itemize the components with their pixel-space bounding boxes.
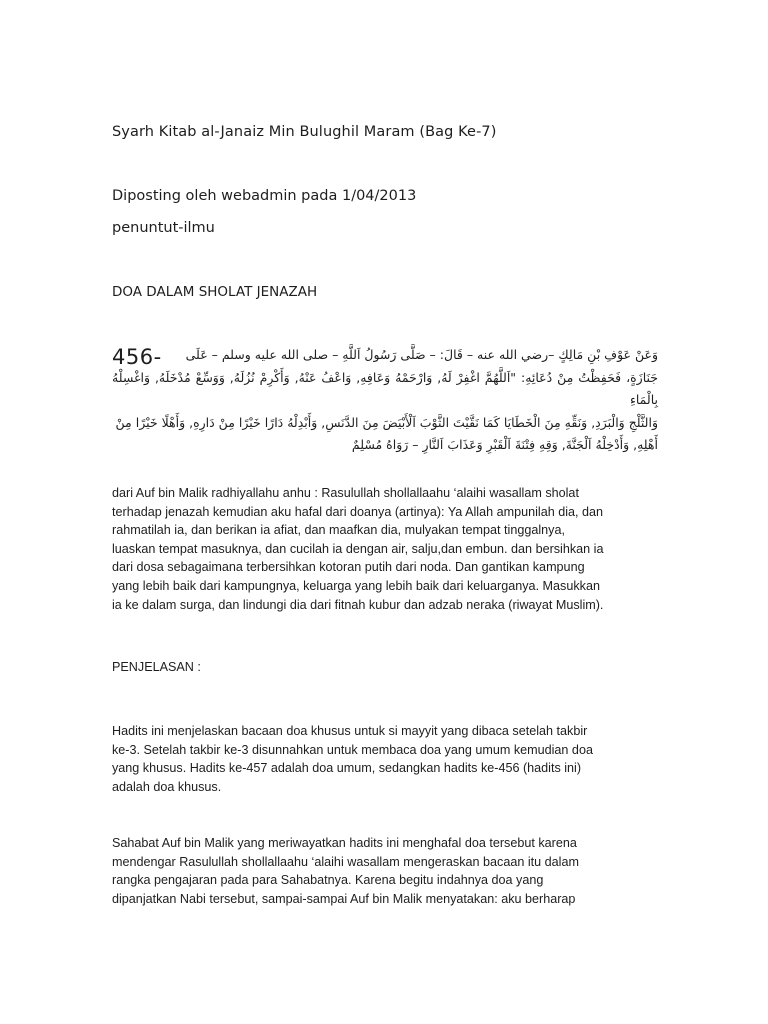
- section-heading: DOA DALAM SHOLAT JENAZAH: [112, 284, 318, 300]
- translation-line: yang lebih baik dari kampungnya, keluarga yang lebih baik dari keluarganya. Masukkan: [112, 578, 600, 593]
- arabic-hadith-text: [112, 344, 658, 457]
- translation-line: dari dosa sebagaimana terbersihkan kotoran putih dari noda. Dan gantikan kampung: [112, 560, 585, 575]
- explanation-line: Sahabat Auf bin Malik yang meriwayatkan hadits ini menghafal doa tersebut karena: [112, 836, 577, 850]
- translation-line: luaskan tempat masuknya, dan cucilah ia dengan air, salju,dan embun. dan bersihkan ia: [112, 541, 604, 556]
- explanation-paragraph-1: [112, 722, 660, 796]
- translation-line: terhadap jenazah kemudian aku hafal dari doanya (artinya): Ya Allah ampunilah dia, dan: [112, 504, 604, 519]
- explanation-line: ke-3. Setelah takbir ke-3 disunnahkan untuk membaca doa yang umum kemudian doa: [112, 742, 593, 757]
- explanation-line: dipanjatkan Nabi tersebut, sampai-sampai Auf bin Malik menyatakan: aku berharap: [112, 891, 576, 906]
- explanation-line: mendengar Rasulullah shollallaahu ‘alaihi wasallam mengeraskan bacaan itu dalam: [112, 854, 579, 869]
- explanation-paragraph-2: [112, 834, 660, 908]
- translation-line: ia ke dalam surga, dan lindungi dia dari fitnah kubur dan adzab neraka (riwayat Muslim).: [112, 597, 604, 612]
- translation-line: rahmatilah ia, dan berikan ia afiat, dan maafkan dia, mulyakan tempat tinggalnya,: [112, 523, 565, 538]
- explanation-line: yang khusus. Hadits ke-457 adalah doa umum, sedangkan hadits ke-456 (hadits ini): [112, 761, 582, 776]
- arabic-line: جَنَازَةٍ، فَحَفِظْتُ مِنْ دُعَائِهِ: "اَللَّهُمَّ اغْفِرْ لَهُ, وَارْحَمْهُ وَعَافِهِ, وَاعْفُ عَنْهُ, وَأَكْرِمْ نُزُلَهُ, وَوَسِّعْ مُدْخَلَهُ, وَاغْسِلْهُ بِالْمَاءِ: [112, 369, 658, 407]
- post-info: Diposting oleh webadmin pada 1/04/2013: [112, 188, 417, 204]
- explanation-line: Hadits ini menjelaskan bacaan doa khusus untuk si mayyit yang dibaca setelah takbir: [112, 724, 588, 738]
- arabic-line: وَعَنْ عَوْفِ بْنِ مَالِكٍ –رضي الله عنه – قَالَ: – صَلَّى رَسُولُ اَللَّهِ – صلى الله عليه وسلم – عَلَى: [185, 347, 658, 362]
- explanation-line: adalah doa khusus.: [112, 779, 222, 794]
- hadith-number: 456-: [112, 345, 162, 369]
- explanation-line: rangka pengajaran pada para Sahabatnya. Karena begitu indahnya doa yang: [112, 873, 544, 888]
- document-title: Syarh Kitab al-Janaiz Min Bulughil Maram (Bag Ke-7): [112, 124, 497, 140]
- arabic-line: أَهْلِهِ, وَأَدْخِلْهُ اَلْجَنَّةَ, وَقِهِ فِتْنَةَ اَلْقَبْرِ وَعَذَابَ اَلنَّارِ – رَوَاهُ مُسْلِمٌ: [351, 437, 658, 452]
- explanation-heading: PENJELASAN :: [112, 660, 201, 674]
- author-name: penuntut-ilmu: [112, 220, 215, 236]
- arabic-line: وَالثَّلْجِ وَالْبَرَدِ, وَنَقِّهِ مِنَ الْخَطَايَا كَمَا نَقَّيْتَ الثَّوْبَ اَلْأَبْيَضَ مِنَ الدَّنَسِ, وَأَبْدِلْهُ دَارًا خَيْرًا مِنْ دَارِهِ, وَأَهْلًا خَيْرًا مِنْ: [115, 414, 658, 430]
- translation-line: dari Auf bin Malik radhiyallahu anhu : Rasulullah shollallaahu ‘alaihi wasallam sholat: [112, 486, 579, 500]
- translation-paragraph: [112, 484, 660, 614]
